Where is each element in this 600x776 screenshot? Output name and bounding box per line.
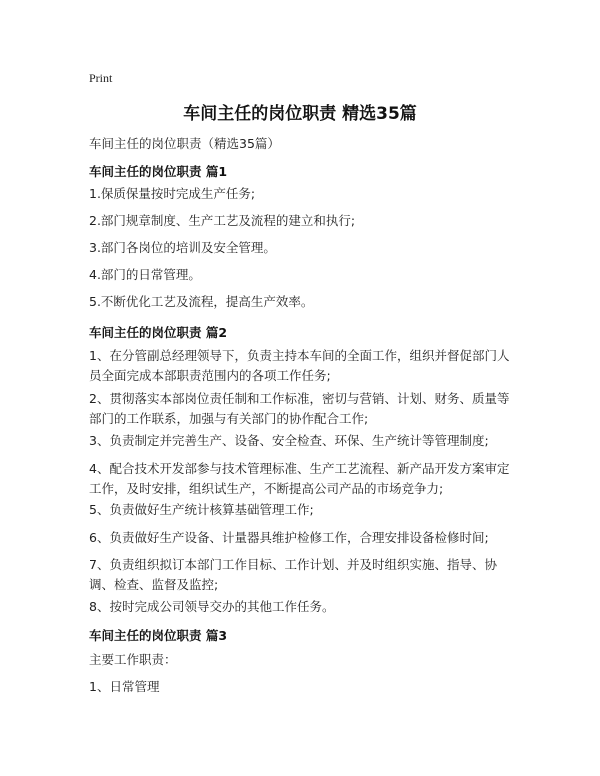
section-2-item-4: 4、配合技术开发部参与技术管理标准、生产工艺流程、新产品开发方案审定工作，及时安排，组织试生产，不断提高公司产品的市场竞争力; <box>89 461 510 496</box>
section-3-item-2: 1、日常管理 <box>89 679 160 694</box>
section-1-item-3: 3.部门各岗位的培训及安全管理。 <box>89 240 276 255</box>
section-1-item-1: 1.保质保量按时完成生产任务; <box>89 186 256 201</box>
section-2-item-2: 2、贯彻落实本部岗位责任制和工作标准，密切与营销、计划、财务、质量等部门的工作联系，加强与有关部门的协作配合工作; <box>89 391 510 426</box>
page-subtitle: 车间主任的岗位职责（精选35篇） <box>89 136 280 151</box>
print-label: Print <box>89 71 113 85</box>
section-2-item-1: 1、在分管副总经理领导下，负责主持本车间的全面工作，组织并督促部门人员全面完成本部职责范围内的各项工作任务; <box>89 348 510 383</box>
section-1-item-2: 2.部门规章制度、生产工艺及流程的建立和执行; <box>89 213 356 228</box>
section-heading-3: 车间主任的岗位职责 篇3 <box>89 628 228 643</box>
section-heading-1: 车间主任的岗位职责 篇1 <box>89 164 228 179</box>
section-2-item-5: 5、负责做好生产统计核算基础管理工作; <box>89 502 314 517</box>
section-2-item-3: 3、负责制定并完善生产、设备、安全检查、环保、生产统计等管理制度; <box>89 433 489 448</box>
section-3-item-1: 主要工作职责： <box>89 652 177 667</box>
section-2-item-6: 6、负责做好生产设备、计量器具维护检修工作，合理安排设备检修时间; <box>89 530 489 545</box>
section-heading-2: 车间主任的岗位职责 篇2 <box>89 325 228 340</box>
section-2-item-8: 8、按时完成公司领导交办的其他工作任务。 <box>89 599 335 614</box>
section-2-item-7: 7、负责组织拟订本部门工作目标、工作计划、并及时组织实施、指导、协调、检查、监督及监控; <box>89 557 497 592</box>
section-1-item-5: 5.不断优化工艺及流程，提高生产效率。 <box>89 294 314 309</box>
page-title: 车间主任的岗位职责 精选35篇 <box>183 104 417 124</box>
section-1-item-4: 4.部门的日常管理。 <box>89 267 201 282</box>
